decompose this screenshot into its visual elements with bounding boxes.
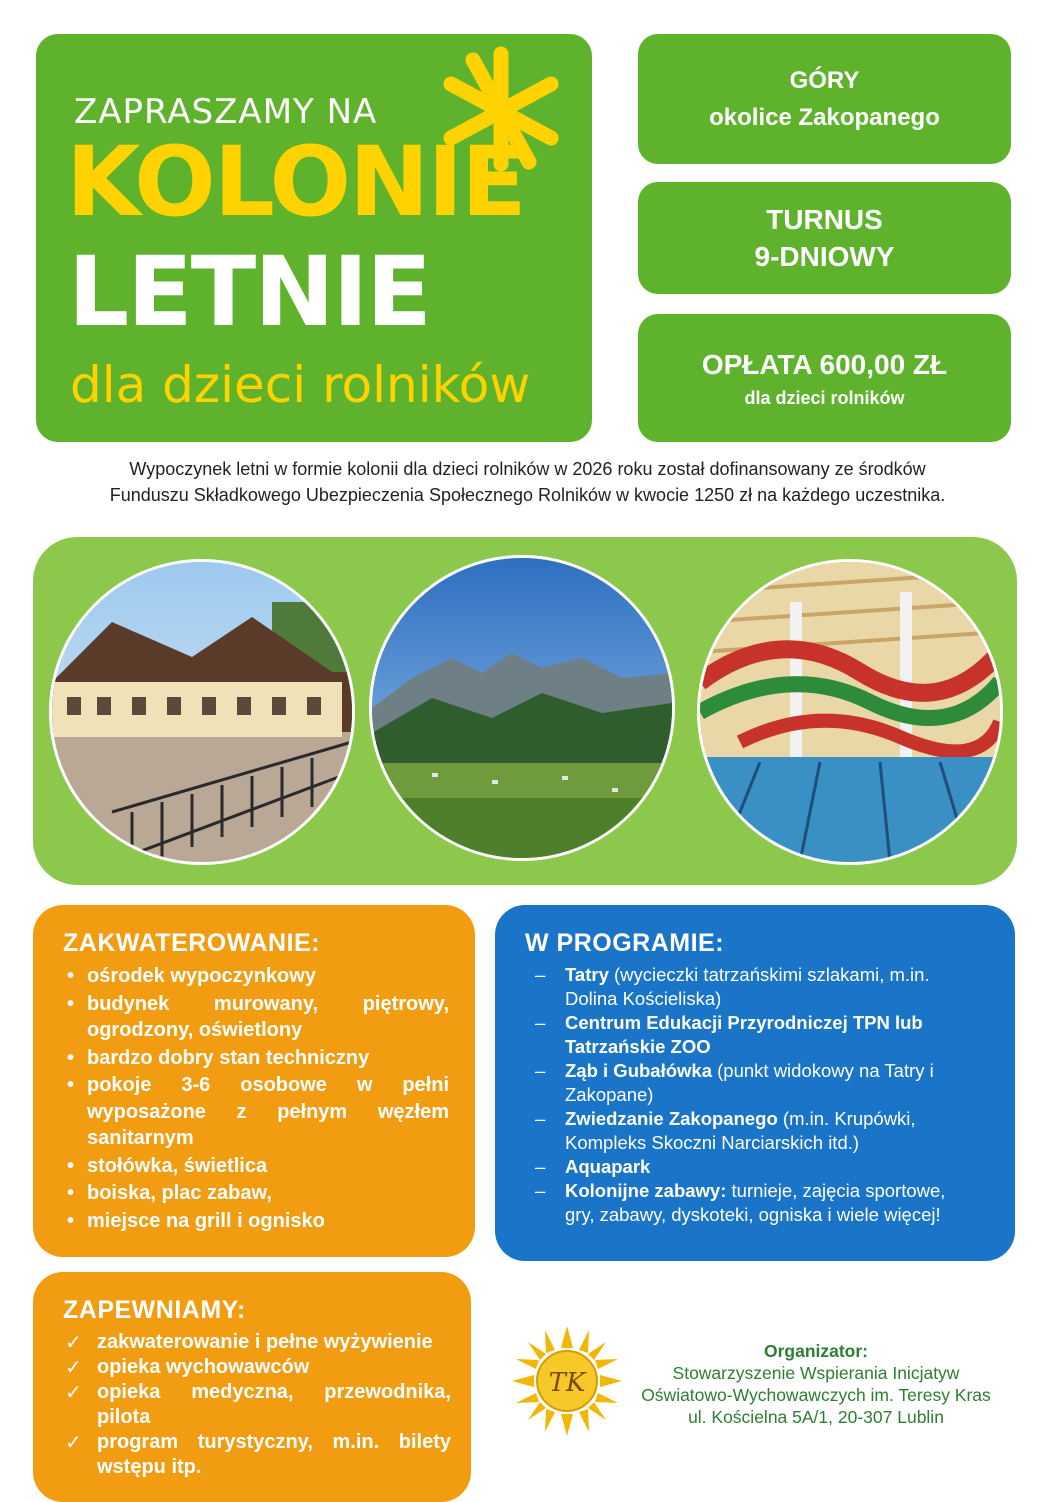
hero-title-line2: LETNIE [68, 236, 430, 348]
turnus-box [638, 182, 1011, 294]
program-item-bold: Aquapark [565, 1156, 651, 1177]
program-item-rest: (wycieczki tatrzańskimi szlakami, m.in. Dolina Kościeliska) [565, 964, 930, 1009]
list-item [535, 963, 975, 1011]
hero-title-line1: KOLONIE [66, 126, 525, 238]
guarantees-list [63, 1330, 451, 1480]
program-item-bold: Zwiedzanie Zakopanego [565, 1108, 778, 1129]
list-item: • boiska, plac zabaw, [65, 1180, 449, 1207]
location-line2: okolice Zakopanego [709, 104, 940, 131]
location-box [638, 34, 1011, 164]
program-list [535, 963, 975, 1227]
guarantees-title: ZAPEWNIAMY: [63, 1296, 246, 1324]
program-item-rest: (punkt widokowy na Tatry i Zakopane) [565, 1060, 934, 1105]
hero-intro: ZAPRASZAMY NA [74, 92, 378, 132]
organizer-logo-text: TK [548, 1368, 586, 1398]
program-item-rest: (m.in. Krupówki, Kompleks Skoczni Narciarskich itd.) [565, 1108, 916, 1153]
turnus-line1: TURNUS [766, 204, 883, 235]
fee-note: dla dzieci rolników [744, 388, 905, 408]
list-item [535, 1155, 975, 1179]
organizer-sun-logo [512, 1326, 622, 1436]
organizer-info [630, 1340, 1002, 1428]
funding-note [40, 456, 1015, 508]
fee-amount: OPŁATA 600,00 ZŁ [701, 349, 948, 380]
list-item: • bardzo dobry stan techniczny [65, 1045, 449, 1072]
list-item [535, 1011, 975, 1059]
list-item: ✓ opieka medyczna, przewodnika, pilota [63, 1380, 451, 1430]
photo-aquapark [697, 559, 1003, 865]
program-title: W PROGRAMIE: [525, 929, 725, 957]
organizer-label: Organizator: [763, 1341, 869, 1361]
list-item: ✓ program turystyczny, m.in. bilety wstępu itp. [63, 1430, 451, 1480]
list-item: ✓ zakwaterowanie i pełne wyżywienie [63, 1330, 451, 1355]
accommodation-box [33, 905, 475, 1257]
program-box [495, 905, 1015, 1261]
list-item: • pokoje 3-6 osobowe w pełni wyposażone z pełnym węzłem sanitarnym [65, 1072, 449, 1152]
photo-band [33, 537, 1017, 885]
program-item-rest: turnieje, zajęcia sportowe, gry, zabawy, dyskoteki, ogniska i wiele więcej! [565, 1180, 946, 1225]
photo-tatra-mountains [369, 555, 675, 861]
program-item-bold: Ząb i Gubałówka [565, 1060, 712, 1081]
photo-guesthouse [49, 559, 355, 865]
organizer-name-line2: Oświatowo-Wychowawczych im. Teresy Kras [641, 1385, 991, 1405]
funding-line1: Wypoczynek letni w formie kolonii dla dzieci rolników w 2026 roku został dofinansowany ze środków [129, 459, 926, 479]
organizer-name-line1: Stowarzyszenie Wspierania Inicjatyw [672, 1363, 960, 1383]
location-line1: GÓRY [789, 67, 860, 94]
program-item-bold: Kolonijne zabawy: [565, 1180, 727, 1201]
turnus-line2: 9-DNIOWY [754, 241, 895, 272]
organizer-address: ul. Kościelna 5A/1, 20-307 Lublin [688, 1407, 944, 1427]
list-item: • ośrodek wypoczynkowy [65, 963, 449, 990]
program-item-bold: Centrum Edukacji Przyrodniczej TPN lub Tatrzańskie ZOO [565, 1012, 923, 1057]
accommodation-list [65, 963, 449, 1235]
accommodation-title: ZAKWATEROWANIE: [63, 929, 321, 957]
hero-banner [36, 34, 592, 442]
list-item: • miejsce na grill i ognisko [65, 1208, 449, 1235]
hero-subtitle: dla dzieci rolników [70, 356, 531, 414]
fee-box [638, 314, 1011, 442]
program-item-bold: Tatry [565, 964, 609, 985]
list-item: • budynek murowany, piętrowy, ogrodzony, oświetlony [65, 991, 449, 1044]
funding-line2: Funduszu Składkowego Ubezpieczenia Społecznego Rolników w kwocie 1250 zł na każdego uczestnika. [109, 485, 946, 505]
list-item [535, 1179, 975, 1227]
list-item: • stołówka, świetlica [65, 1153, 449, 1180]
list-item: ✓ opieka wychowawców [63, 1355, 451, 1380]
guarantees-box [33, 1272, 471, 1502]
list-item [535, 1059, 975, 1107]
list-item [535, 1107, 975, 1155]
